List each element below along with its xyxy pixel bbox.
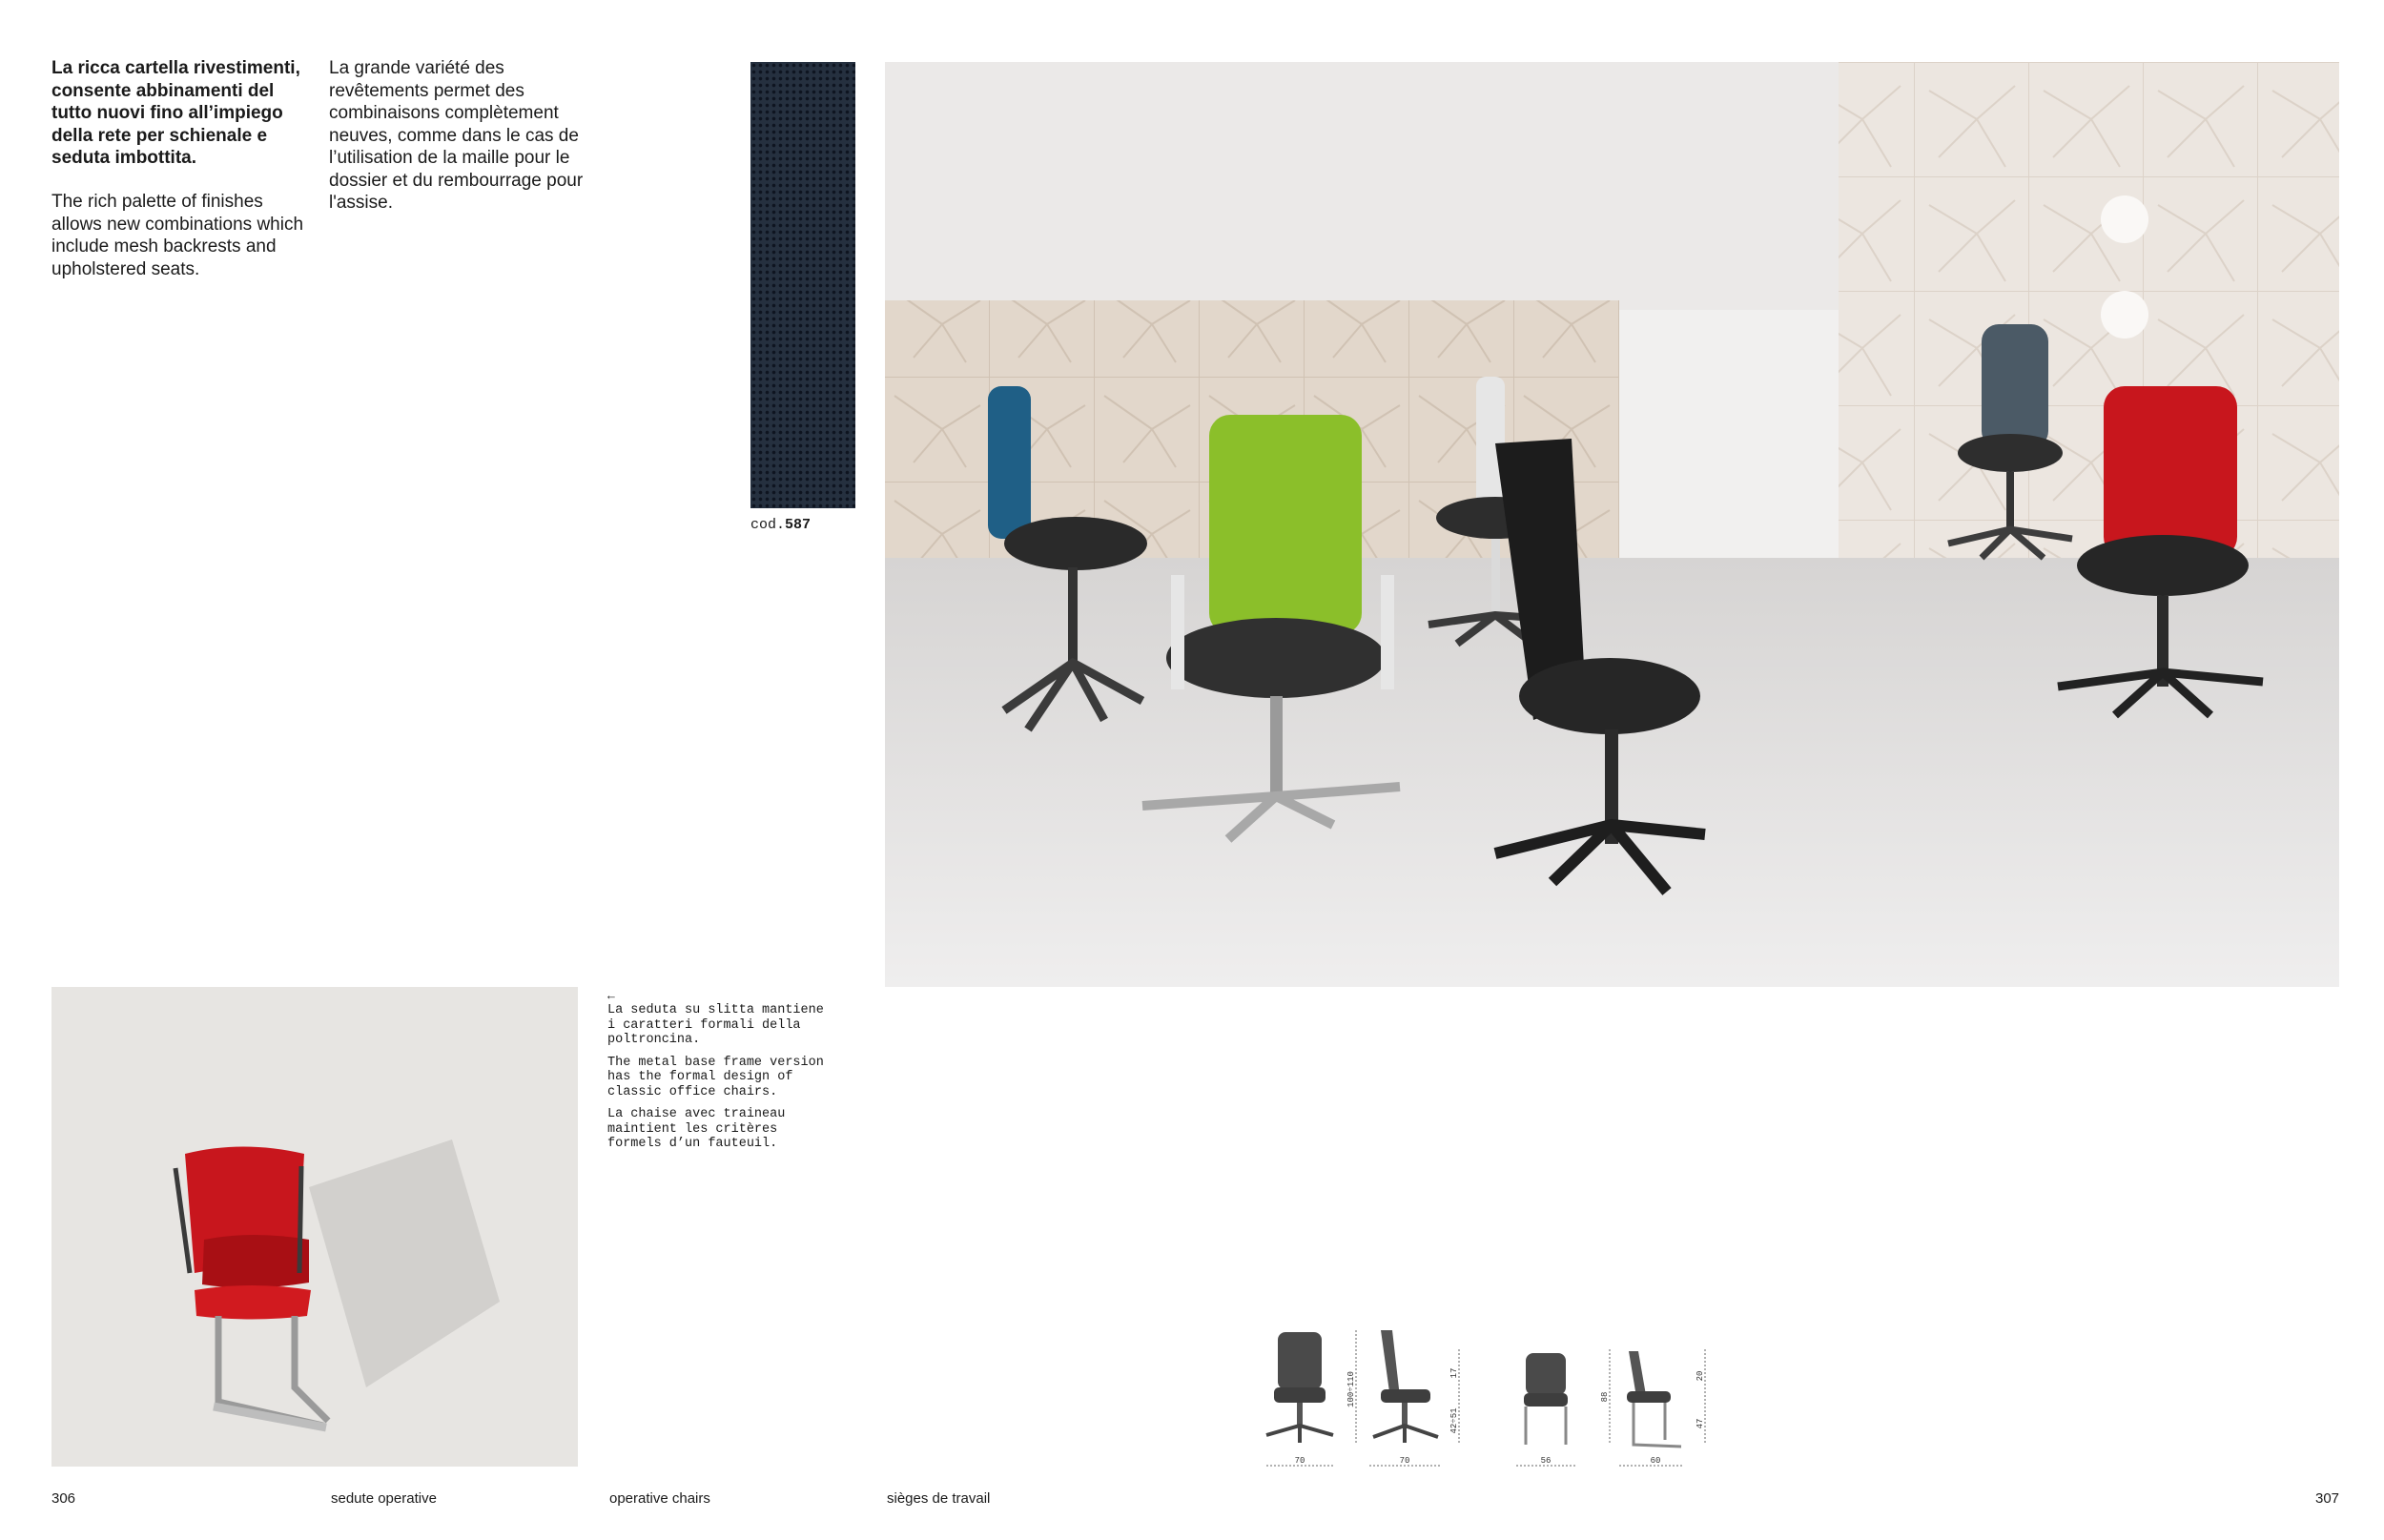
intro-italian: La ricca cartella rivestimenti, consente abbinamenti del tutto nuovi fino all’impiego della rete per schienale e seduta imbottita.	[51, 58, 300, 168]
sled-chair-front-drawing	[1516, 1353, 1575, 1466]
swivel-height-total: 100÷110	[1346, 1371, 1356, 1407]
swivel-width-front: 70	[1294, 1456, 1305, 1466]
swivel-width-side: 70	[1399, 1456, 1410, 1466]
caption-italian: La seduta su slitta mantiene i caratteri formali della poltroncina.	[607, 1003, 824, 1047]
footer-label-french: sièges de travail	[887, 1490, 991, 1507]
intro-english: The rich palette of finishes allows new combinations which include mesh backrests and upholstered seats.	[51, 192, 304, 279]
caption-french: La chaise avec traineau maintient les critères formels d’un fauteuil.	[607, 1107, 786, 1151]
page-number-left: 306	[51, 1490, 76, 1507]
intro-french: La grande variété des revêtements permet des combinaisons complètement neuves, comme dans le cas de l’utilisation de la maille pour le dossier et du rembourrage pour l'assise.	[329, 58, 584, 213]
fabric-swatch	[750, 62, 855, 508]
sled-armrest-height: 20	[1696, 1370, 1705, 1382]
page-number-right: 307	[2315, 1490, 2340, 1507]
caption-english: The metal base frame version has the formal design of classic office chairs.	[607, 1055, 824, 1099]
swivel-chair-front-drawing	[1266, 1332, 1333, 1466]
sled-width-side: 60	[1650, 1456, 1661, 1466]
swivel-armrest-height: 17	[1449, 1367, 1459, 1379]
footer-label-english: operative chairs	[609, 1490, 710, 1507]
main-product-photo	[885, 62, 2339, 987]
technical-drawings	[1257, 1321, 1715, 1473]
footer-label-italian: sedute operative	[331, 1490, 437, 1507]
sled-chair-photo	[51, 987, 578, 1467]
sled-width-front: 56	[1540, 1456, 1552, 1466]
swivel-chair-side-drawing	[1369, 1330, 1440, 1466]
arrow-left-icon: ←	[607, 989, 615, 1003]
sled-chair-caption	[607, 990, 836, 1160]
swatch-code-number: 587	[785, 517, 812, 533]
sled-chair-side-drawing	[1619, 1351, 1684, 1466]
sled-seat-height: 47	[1696, 1418, 1705, 1429]
swatch-code	[750, 517, 811, 533]
sled-height-total: 88	[1600, 1391, 1610, 1403]
swatch-code-prefix: cod.	[750, 517, 786, 533]
swivel-seat-height: 42÷51	[1449, 1407, 1459, 1434]
